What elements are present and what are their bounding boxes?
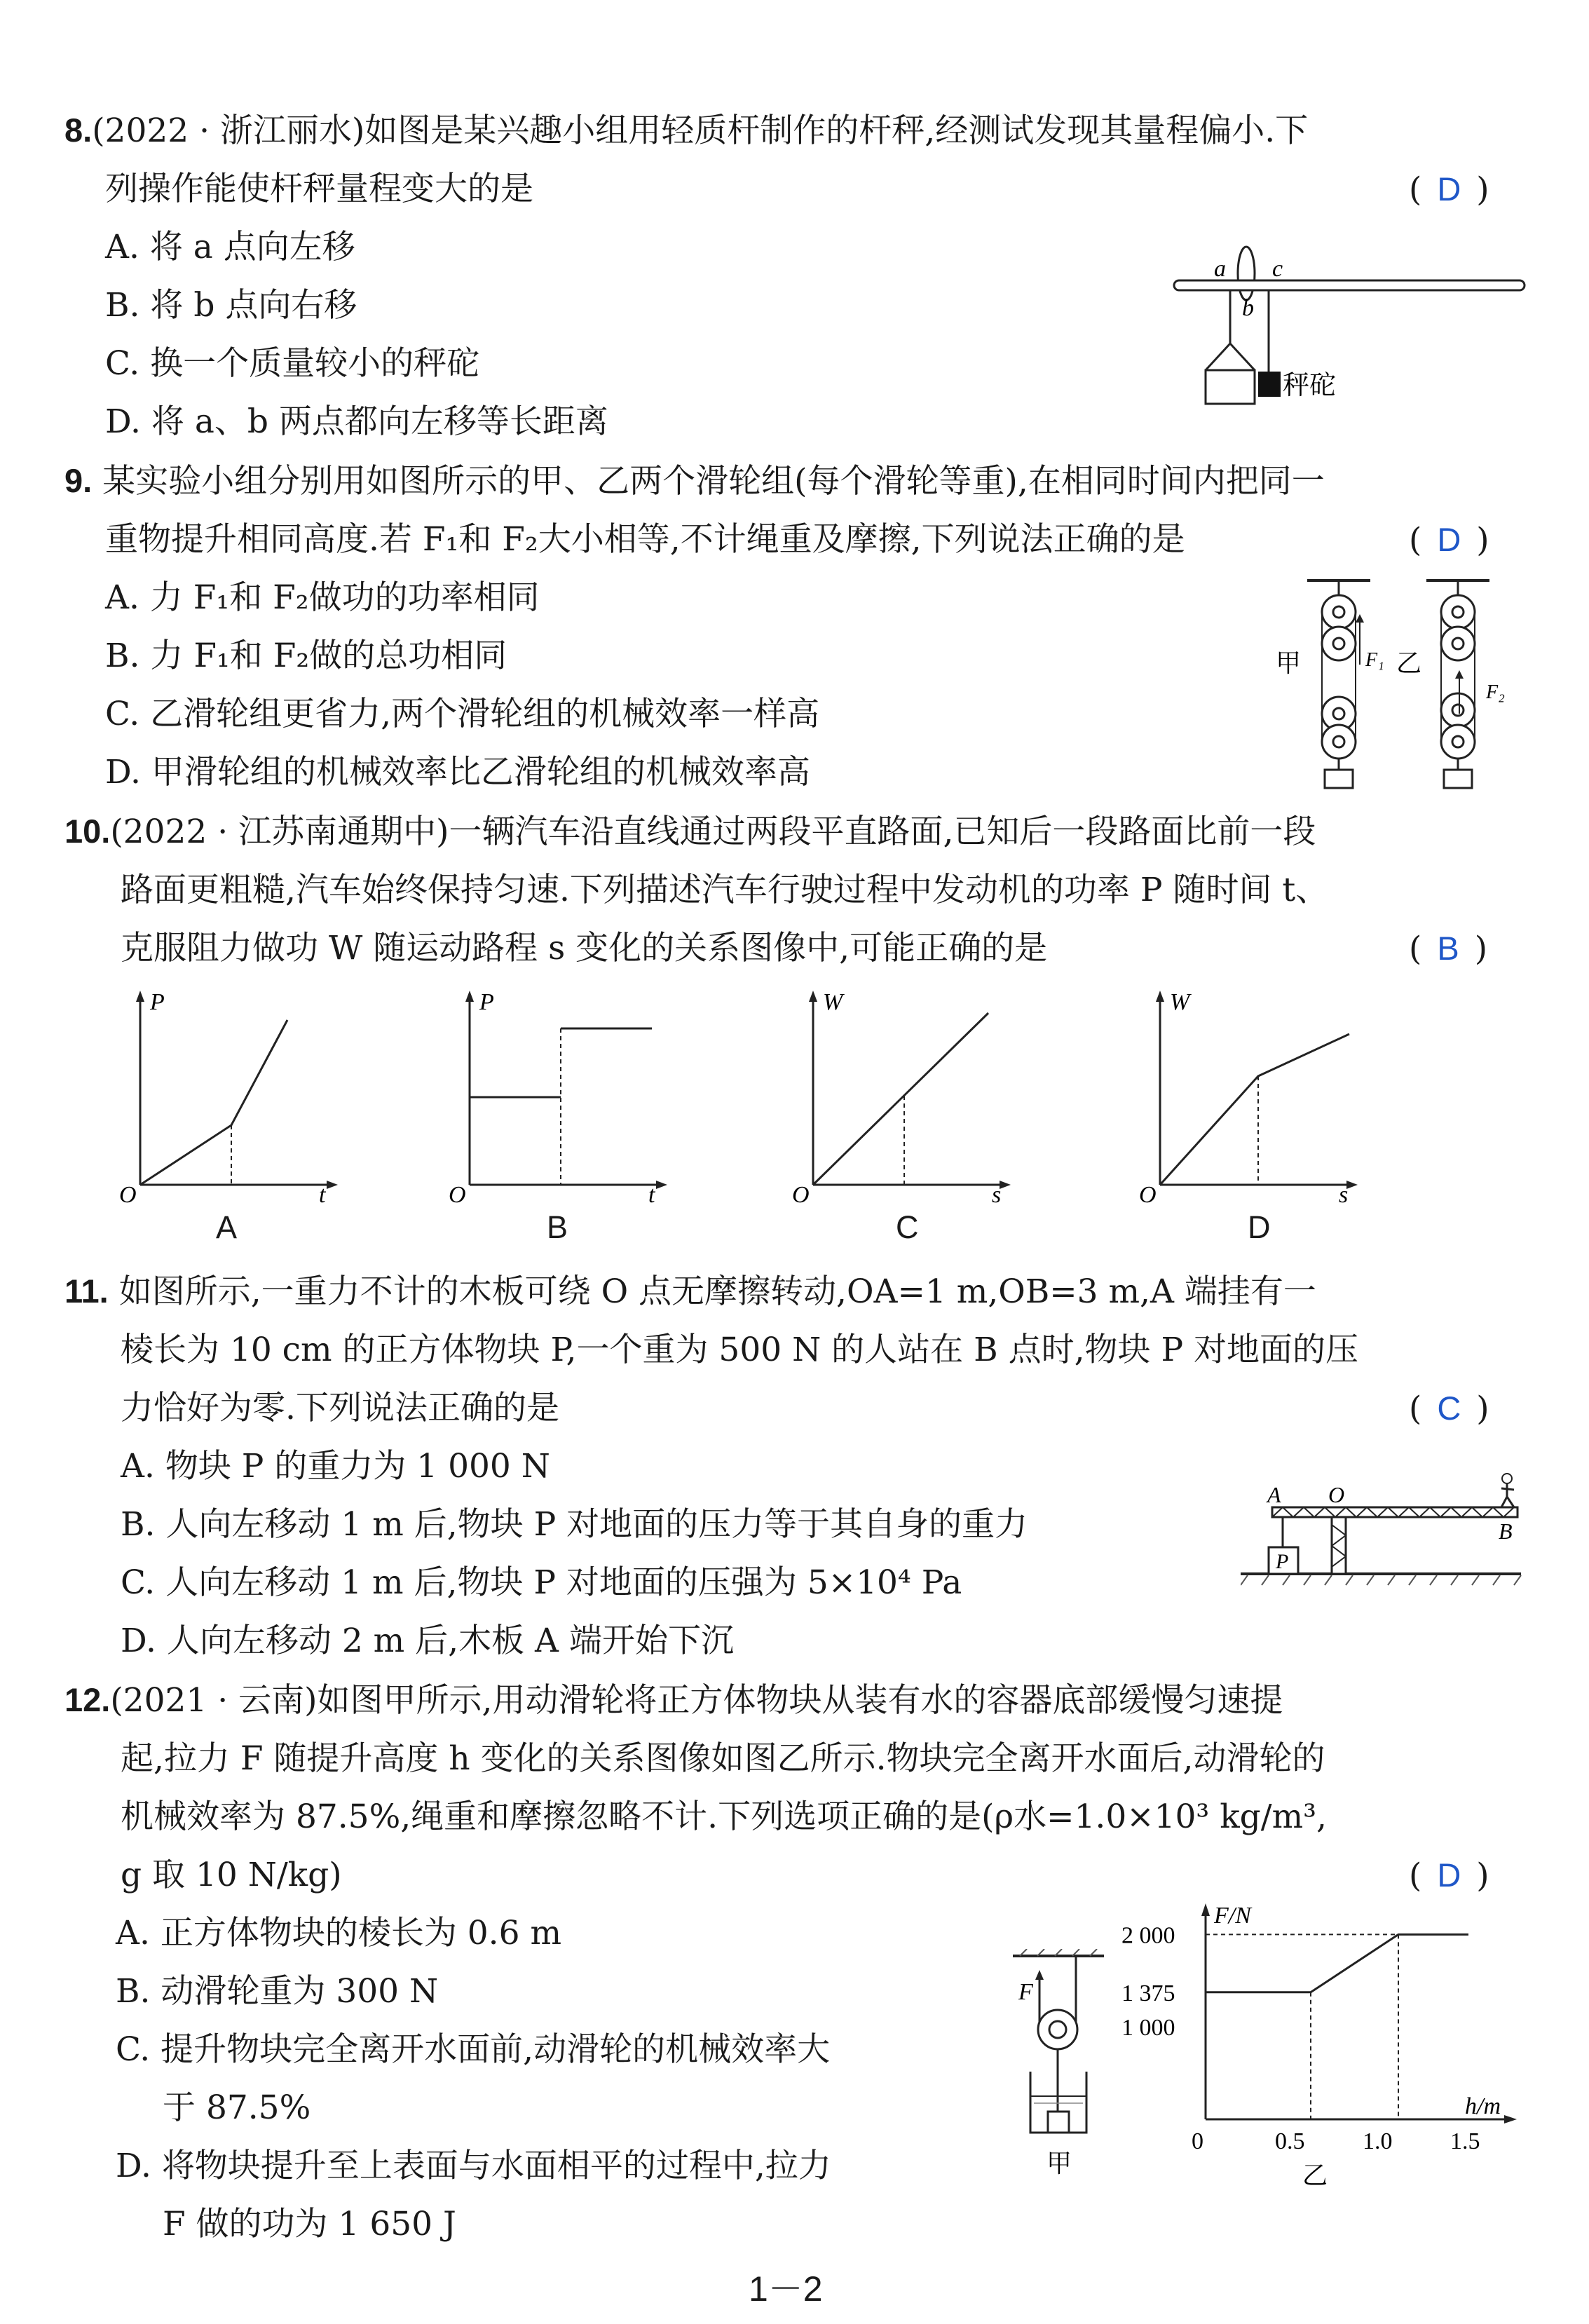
q8-line2: 列操作能使杆秤量程变大的是 bbox=[105, 170, 533, 208]
fh-title: 乙 bbox=[1302, 2161, 1328, 2189]
graph-c-ylabel: W bbox=[823, 989, 843, 1015]
q12-line4: g 取 10 N/kg) bbox=[121, 1856, 342, 1894]
q12-answer: ( D ) bbox=[1409, 1856, 1489, 1895]
q9-answer: ( D ) bbox=[1409, 521, 1489, 559]
q10-line2: 路面更粗糙,汽车始终保持匀速.下列描述汽车行驶过程中发动机的功率 P 随时间 t、 bbox=[121, 871, 1329, 909]
fh-xlabel: h/m bbox=[1465, 2093, 1501, 2119]
q10-line3: 克服阻力做功 W 随运动路程 s 变化的关系图像中,可能正确的是 bbox=[121, 929, 1048, 967]
label-P: P bbox=[1276, 1550, 1289, 1573]
label-c: c bbox=[1272, 256, 1283, 282]
q11-option-a: A. 物块 P 的重力为 1 000 N bbox=[121, 1447, 550, 1486]
q12-option-d-cont: F 做的功为 1 650 J bbox=[163, 2205, 456, 2243]
graph-d-xlabel: s bbox=[1339, 1182, 1349, 1208]
q11-option-d: D. 人向左移动 2 m 后,木板 A 端开始下沉 bbox=[121, 1622, 734, 1660]
q12-option-c: C. 提升物块完全离开水面前,动滑轮的机械效率大 bbox=[116, 2030, 831, 2069]
label-A: A bbox=[1267, 1482, 1281, 1507]
fh-xtick-0: 0 bbox=[1192, 2128, 1203, 2154]
q8-line1 bbox=[64, 109, 1308, 152]
q12-answer-letter: D bbox=[1437, 1856, 1461, 1894]
q11-line3: 力恰好为零.下列说法正确的是 bbox=[121, 1389, 559, 1427]
q8-option-a: A. 将 a 点向左移 bbox=[105, 228, 355, 266]
q11-number: 11. bbox=[64, 1272, 109, 1310]
q11-option-c: C. 人向左移动 1 m 后,物块 P 对地面的压强为 5×10⁴ Pa bbox=[121, 1563, 962, 1602]
label-O: O bbox=[1328, 1482, 1345, 1507]
q11-line2: 棱长为 10 cm 的正方体物块 P,一个重为 500 N 的人站在 B 点时,物块 P 对地面的压 bbox=[121, 1331, 1359, 1369]
pulley-systems-figure bbox=[1276, 573, 1528, 791]
graph-d bbox=[1139, 985, 1363, 1209]
fh-ytick-2000: 2 000 bbox=[1121, 1922, 1175, 1949]
graph-b-ylabel: P bbox=[479, 989, 494, 1015]
label-jia-12: 甲 bbox=[1046, 2149, 1072, 2177]
graph-a-origin: O bbox=[119, 1182, 137, 1208]
q8-number: 8. bbox=[64, 111, 93, 149]
graph-a-xlabel: t bbox=[319, 1182, 326, 1208]
fh-xtick-0.5: 0.5 bbox=[1275, 2128, 1305, 2154]
q9-number: 9. bbox=[64, 462, 93, 499]
fh-ytick-1375: 1 375 bbox=[1121, 1980, 1175, 2006]
fh-ylabel: F/N bbox=[1214, 1903, 1251, 1929]
q11-option-b: B. 人向左移动 1 m 后,物块 P 对地面的压力等于其自身的重力 bbox=[121, 1505, 1028, 1544]
q9-option-c: C. 乙滑轮组更省力,两个滑轮组的机械效率一样高 bbox=[105, 695, 820, 733]
pulley-container-figure bbox=[999, 1949, 1118, 2187]
q9-text: 某实验小组分别用如图所示的甲、乙两个滑轮组(每个滑轮等重),在相同时间内把同一 bbox=[102, 462, 1325, 501]
q8-answer-letter: D bbox=[1437, 170, 1461, 208]
lever-figure bbox=[1241, 1469, 1528, 1588]
graph-b-xlabel: t bbox=[648, 1182, 655, 1208]
q12-line2: 起,拉力 F 随提升高度 h 变化的关系图像如图乙所示.物块完全离开水面后,动滑轮的 bbox=[121, 1739, 1325, 1778]
graph-a-ylabel: P bbox=[150, 989, 165, 1015]
steelyard-figure bbox=[1164, 245, 1528, 421]
label-weight: 秤砣 bbox=[1283, 371, 1337, 400]
q12-option-c-cont: 于 87.5% bbox=[163, 2088, 311, 2127]
graph-d-ylabel: W bbox=[1170, 989, 1190, 1015]
graph-d-label: D bbox=[1248, 1209, 1271, 1245]
q12-option-b: B. 动滑轮重为 300 N bbox=[116, 1972, 439, 2011]
graph-c-origin: O bbox=[792, 1182, 810, 1208]
q8-text: (2022 · 浙江丽水)如图是某兴趣小组用轻质杆制作的杆秤,经测试发现其量程偏小.下 bbox=[92, 111, 1309, 150]
fh-xtick-1.5: 1.5 bbox=[1450, 2128, 1480, 2154]
label-jia: 甲 bbox=[1276, 649, 1302, 677]
q9-line2: 重物提升相同高度.若 F₁和 F₂大小相等,不计绳重及摩擦,下列说法正确的是 bbox=[105, 520, 1185, 559]
label-f2: F₂ bbox=[1486, 681, 1505, 703]
graph-a bbox=[119, 985, 343, 1209]
q12-option-a: A. 正方体物块的棱长为 0.6 m bbox=[116, 1914, 562, 1952]
q9-option-b: B. 力 F₁和 F₂做的总功相同 bbox=[105, 637, 507, 675]
label-f1: F₁ bbox=[1365, 649, 1384, 671]
q8-option-c: C. 换一个质量较小的秤砣 bbox=[105, 344, 480, 383]
q8-answer: ( D ) bbox=[1409, 170, 1489, 209]
label-yi: 乙 bbox=[1396, 649, 1422, 677]
graph-b-label: B bbox=[547, 1209, 568, 1245]
q12-option-d: D. 将物块提升至上表面与水面相平的过程中,拉力 bbox=[116, 2147, 831, 2185]
label-f: F bbox=[1018, 1979, 1033, 2005]
q11-answer: ( C ) bbox=[1409, 1389, 1489, 1428]
q11-line1 bbox=[64, 1270, 1316, 1313]
q9-option-d: D. 甲滑轮组的机械效率比乙滑轮组的机械效率高 bbox=[105, 753, 810, 791]
f-h-graph bbox=[1114, 1896, 1535, 2191]
page-number: 1－2 bbox=[749, 2269, 823, 2309]
q8-option-d: D. 将 a、b 两点都向左移等长距离 bbox=[105, 402, 608, 441]
q12-line3: 机械效率为 87.5%,绳重和摩擦忽略不计.下列选项正确的是(ρ水=1.0×10³ kg/m³, bbox=[121, 1798, 1327, 1836]
fh-ytick-1000: 1 000 bbox=[1121, 2015, 1175, 2041]
graph-c-label: C bbox=[896, 1209, 919, 1245]
q9-line1 bbox=[64, 460, 1325, 503]
q10-answer: ( B ) bbox=[1409, 930, 1488, 968]
label-b: b bbox=[1242, 295, 1254, 321]
graph-c-xlabel: s bbox=[992, 1182, 1002, 1208]
q9-answer-letter: D bbox=[1437, 521, 1461, 558]
fh-xtick-1.0: 1.0 bbox=[1363, 2128, 1393, 2154]
q8-option-b: B. 将 b 点向右移 bbox=[105, 286, 357, 325]
q11-answer-letter: C bbox=[1437, 1389, 1461, 1427]
f-h-series-line bbox=[1206, 1934, 1468, 1992]
q12-number: 12. bbox=[64, 1681, 111, 1718]
graph-c bbox=[792, 985, 1016, 1209]
q12-line1 bbox=[64, 1679, 1283, 1722]
q11-text: 如图所示,一重力不计的木板可绕 O 点无摩擦转动,OA=1 m,OB=3 m,A 端挂有一 bbox=[118, 1272, 1316, 1311]
q12-text: (2021 · 云南)如图甲所示,用动滑轮将正方体物块从装有水的容器底部缓慢匀速提 bbox=[110, 1681, 1283, 1720]
q10-text: (2022 · 江苏南通期中)一辆汽车沿直线通过两段平直路面,已知后一段路面比前一段 bbox=[110, 813, 1316, 851]
q10-number: 10. bbox=[64, 813, 111, 850]
graph-b-origin: O bbox=[449, 1182, 466, 1208]
label-a: a bbox=[1214, 256, 1226, 282]
q10-answer-letter: B bbox=[1437, 930, 1459, 967]
graph-a-label: A bbox=[216, 1209, 238, 1245]
graph-b bbox=[449, 985, 673, 1209]
q9-option-a: A. 力 F₁和 F₂做功的功率相同 bbox=[105, 578, 540, 617]
graph-d-origin: O bbox=[1139, 1182, 1157, 1208]
q10-line1 bbox=[64, 810, 1316, 853]
label-B: B bbox=[1499, 1518, 1513, 1544]
